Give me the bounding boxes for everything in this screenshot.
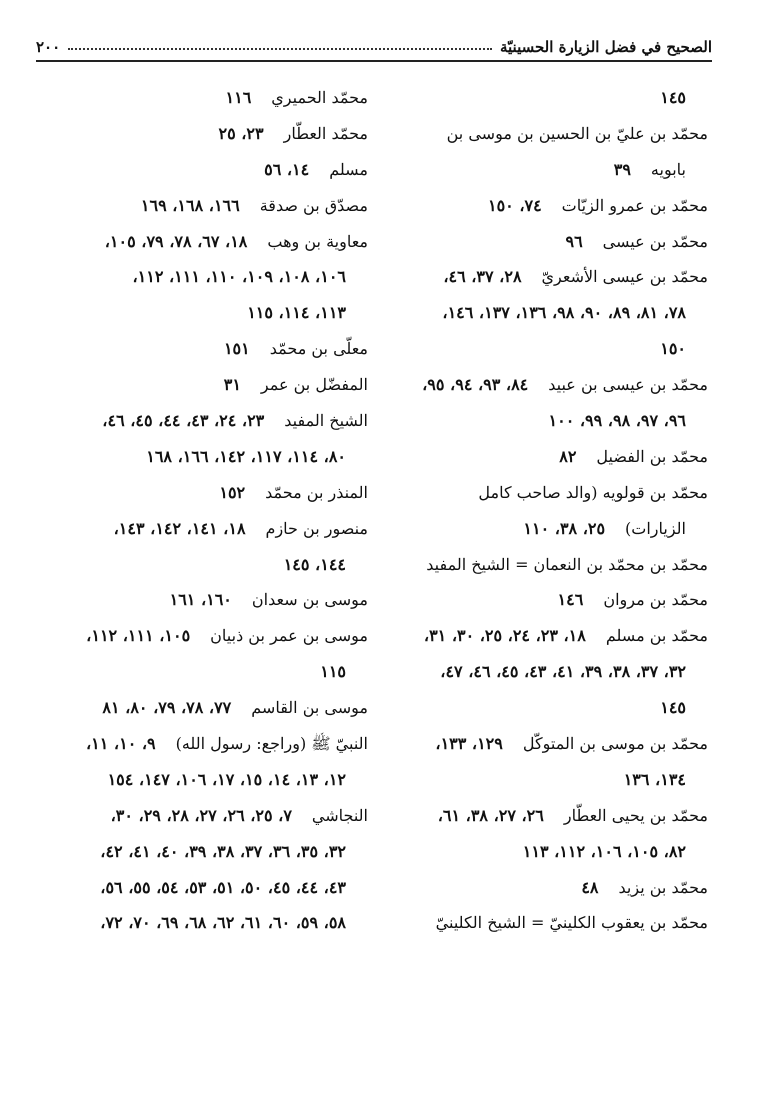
entry-page-refs: ١٦٦، ١٦٨، ١٦٩ xyxy=(140,195,240,215)
index-entry xyxy=(38,367,368,403)
index-entry xyxy=(38,224,368,260)
index-entry xyxy=(38,798,368,834)
entry-name: معلّى بن محمّد xyxy=(269,339,368,359)
index-entry xyxy=(38,80,368,116)
index-entry xyxy=(378,511,708,547)
entry-page-refs: ١٨، ١٤١، ١٤٢، ١٤٣، xyxy=(113,518,246,538)
index-entry xyxy=(38,439,368,475)
entry-name: معاوية بن وهب xyxy=(267,231,368,251)
entry-page-refs: ٧، ٢٥، ٢٦، ٢٧، ٢٨، ٢٩، ٣٠، xyxy=(110,805,292,825)
index-entry xyxy=(378,224,708,260)
index-entry xyxy=(38,403,368,439)
entry-name: المنذر بن محمّد xyxy=(265,482,368,502)
entry-page-refs: ١٨، ٦٧، ٧٨، ٧٩، ١٠٥، xyxy=(104,231,248,251)
entry-name: الزيارات) xyxy=(625,518,686,538)
entry-page-refs: ١١٦ xyxy=(225,88,252,107)
index-entry xyxy=(378,654,708,690)
entry-page-refs: ١٤٤، ١٤٥ xyxy=(283,554,346,574)
index-entry xyxy=(38,726,368,762)
entry-page-refs: ٥٨، ٥٩، ٦٠، ٦١، ٦٢، ٦٨، ٦٩، ٧٠، ٧٢، xyxy=(100,913,346,933)
entry-name: مسلم xyxy=(329,159,368,179)
entry-name: موسى بن عمر بن ذبيان xyxy=(210,626,368,646)
entry-page-refs: ١١٣، ١١٤، ١١٥ xyxy=(247,303,346,323)
index-entry xyxy=(378,259,708,295)
entry-page-refs: ٢٨، ٣٧، ٤٦، xyxy=(443,267,522,287)
entry-page-refs: ٨٢، ١٠٥، ١٠٦، ١١٢، ١١٣ xyxy=(522,841,686,861)
entry-page-refs: ٣٢، ٣٧، ٣٨، ٣٩، ٤١، ٤٣، ٤٥، ٤٦، ٤٧، xyxy=(440,662,686,682)
index-entry xyxy=(38,116,368,152)
header-dot-leader xyxy=(68,48,492,50)
index-entry xyxy=(38,690,368,726)
entry-page-refs: ٨٤، ٩٣، ٩٤، ٩٥، xyxy=(422,375,529,395)
entry-name: موسى بن سعدان xyxy=(251,590,368,610)
index-entry xyxy=(378,726,708,762)
entry-page-refs: ١٥١ xyxy=(223,339,250,359)
index-entry xyxy=(378,582,708,618)
index-entry xyxy=(38,259,368,295)
index-entry xyxy=(378,367,708,403)
index-entry xyxy=(378,690,708,726)
index-entry xyxy=(38,331,368,367)
entry-page-refs: ٣١ xyxy=(223,375,241,395)
entry-name: محمّد بن يزيد xyxy=(618,877,708,897)
entry-page-refs: ١٤٥ xyxy=(660,88,686,107)
entry-page-refs: ٩٦ xyxy=(565,231,583,251)
entry-page-refs: ١٢٩، ١٣٣، xyxy=(435,734,503,754)
index-entry xyxy=(378,116,708,152)
index-entry xyxy=(378,295,708,331)
index-entry xyxy=(38,905,368,941)
entry-page-refs: ٢٣، ٢٤، ٤٣، ٤٤، ٤٥، ٤٦، xyxy=(102,411,265,431)
entry-page-refs: ١٤، ٥٦ xyxy=(264,159,310,179)
entry-name: محمّد بن عيسى xyxy=(602,231,708,251)
index-entry xyxy=(38,547,368,583)
entry-page-refs: ٤٨ xyxy=(581,877,599,897)
entry-name: النبيّ ﷺ (وراجع: رسول الله) xyxy=(175,734,368,754)
entry-page-refs: ٢٥، ٣٨، ١١٠ xyxy=(523,518,606,538)
entry-page-refs: ١٤٥ xyxy=(660,698,686,718)
index-entry xyxy=(38,188,368,224)
index-entry xyxy=(378,439,708,475)
entry-page-refs: ٩، ١٠، ١١، xyxy=(86,734,156,754)
entry-page-refs: ٩٦، ٩٧، ٩٨، ٩٩، ١٠٠ xyxy=(548,411,686,431)
index-entry xyxy=(38,654,368,690)
entry-page-refs: ٧٤، ١٥٠ xyxy=(487,195,542,215)
entry-name: النجاشي xyxy=(311,805,368,825)
index-entry xyxy=(378,547,708,583)
entry-name: بابويه xyxy=(650,159,686,179)
entry-name: محمّد بن موسى بن المتوكّل xyxy=(522,734,708,754)
index-entry xyxy=(38,618,368,654)
index-entry xyxy=(38,295,368,331)
entry-name: محمّد العطّار xyxy=(283,123,368,143)
index-entry xyxy=(378,834,708,870)
entry-page-refs: ٣٩ xyxy=(613,159,631,179)
entry-page-refs: ١٢، ١٣، ١٤، ١٥، ١٧، ١٠٦، ١٤٧، ١٥٤ xyxy=(107,769,346,789)
index-entry xyxy=(38,582,368,618)
entry-page-refs: ١٠٦، ١٠٨، ١٠٩، ١١٠، ١١١، ١١٢، xyxy=(132,267,346,287)
index-entry xyxy=(378,331,708,367)
index-entry xyxy=(378,798,708,834)
entry-name: محمّد بن الفضيل xyxy=(596,446,708,466)
book-title: الصحيح في فضل الزيارة الحسينيّة xyxy=(499,38,712,56)
entry-name: مصدّق بن صدقة xyxy=(259,195,368,215)
entry-name: محمّد بن يحيى العطّار xyxy=(563,805,708,825)
entry-page-refs: ٢٣، ٢٥ xyxy=(218,123,264,143)
entry-page-refs: ١٥٢ xyxy=(219,482,246,502)
entry-page-refs: ١٤٦ xyxy=(557,590,584,610)
entry-name: محمّد بن عليّ بن الحسين بن موسى بن xyxy=(446,123,708,143)
entry-page-refs: ٧٨، ٨١، ٨٩، ٩٠، ٩٨، ١٣٦، ١٣٧، ١٤٦، xyxy=(442,303,686,323)
entry-name: الشيخ المفيد xyxy=(284,411,368,431)
entry-page-refs: ٨٢ xyxy=(559,446,577,466)
entry-name: محمّد بن مروان xyxy=(603,590,708,610)
index-column-left xyxy=(38,80,368,941)
header-rule xyxy=(36,60,712,62)
index-entry xyxy=(378,152,708,188)
entry-page-refs: ١٣٤، ١٣٦ xyxy=(623,769,686,789)
entry-page-refs: ١١٥ xyxy=(320,662,346,682)
entry-page-refs: ٨٠، ١١٤، ١١٧، ١٤٢، ١٦٦، ١٦٨ xyxy=(146,446,346,466)
entry-name: محمّد بن عمرو الزيّات xyxy=(561,195,708,215)
entry-page-refs: ١٠٥، ١١١، ١١٢، xyxy=(86,626,191,646)
entry-page-refs: ٢٦، ٢٧، ٣٨، ٦١، xyxy=(437,805,544,825)
index-entry xyxy=(38,511,368,547)
index-entry xyxy=(378,188,708,224)
entry-name: محمّد بن قولويه (والد صاحب كامل xyxy=(478,482,708,502)
index-entry xyxy=(378,80,708,116)
index-column-right xyxy=(378,80,708,941)
entry-page-refs: ١٥٠ xyxy=(660,339,686,359)
index-entry xyxy=(38,870,368,906)
index-entry xyxy=(378,475,708,511)
entry-name: المفضّل بن عمر xyxy=(260,375,368,395)
index-entry xyxy=(38,475,368,511)
entry-page-refs: ٤٣، ٤٤، ٤٥، ٥٠، ٥١، ٥٣، ٥٤، ٥٥، ٥٦، xyxy=(100,877,346,897)
index-entry xyxy=(378,905,708,941)
entry-name: محمّد بن مسلم xyxy=(605,626,708,646)
entry-name: محمّد بن يعقوب الكلينيّ = الشيخ الكلينيّ xyxy=(435,913,708,933)
index-entry xyxy=(378,762,708,798)
index-entry xyxy=(38,762,368,798)
entry-page-refs: ١٦٠، ١٦١ xyxy=(169,590,232,610)
entry-page-refs: ١٨، ٢٣، ٢٤، ٢٥، ٣٠، ٣١، xyxy=(423,626,586,646)
index-entry xyxy=(378,618,708,654)
entry-name: محمّد بن محمّد بن النعمان = الشيخ المفيد xyxy=(426,554,708,574)
index-entry xyxy=(378,870,708,906)
entry-name: موسى بن القاسم xyxy=(251,698,368,718)
entry-name: محمّد الحميري xyxy=(271,88,368,107)
entry-page-refs: ٣٢، ٣٥، ٣٦، ٣٧، ٣٨، ٣٩، ٤٠، ٤١، ٤٢، xyxy=(100,841,346,861)
entry-name: محمّد بن عيسى بن عبيد xyxy=(548,375,708,395)
index-entry xyxy=(38,152,368,188)
index-entry xyxy=(38,834,368,870)
page-number: ٢٠٠ xyxy=(36,38,61,56)
entry-page-refs: ٧٧، ٧٨، ٧٩، ٨٠، ٨١ xyxy=(102,698,232,718)
index-entry xyxy=(378,403,708,439)
page-header xyxy=(36,32,712,56)
entry-name: منصور بن حازم xyxy=(265,518,368,538)
entry-name: محمّد بن عيسى الأشعريّ xyxy=(541,267,708,287)
